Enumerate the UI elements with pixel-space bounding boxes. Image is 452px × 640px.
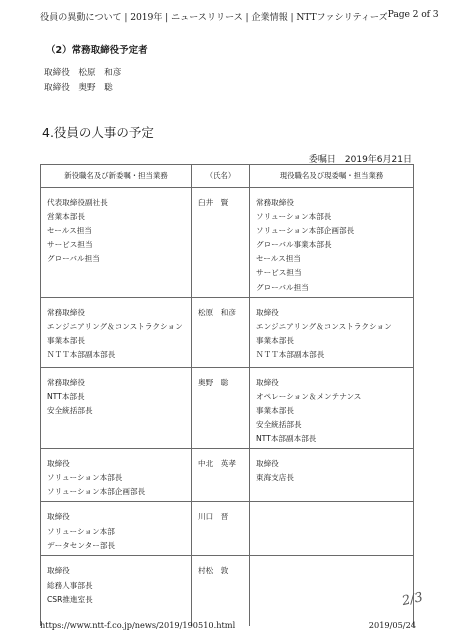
position-line: 総務人事部長	[47, 580, 93, 590]
position-line: 代表取締役副社長	[47, 198, 108, 207]
position-line: グローバル担当	[256, 282, 309, 292]
position-line: ソリューション本部企画部長	[256, 226, 355, 236]
position-line: 取締役	[47, 512, 70, 522]
print-header	[40, 9, 439, 23]
position-line: データセンター部長	[47, 540, 116, 550]
cell-current-position	[250, 367, 414, 448]
position-line: ソリューション本部企画部長	[47, 487, 146, 497]
position-line: グローバル事業本部長	[256, 240, 332, 250]
position-line: 安全統括部長	[47, 405, 93, 415]
cell-new-position	[41, 367, 192, 448]
position-line: グローバル担当	[47, 254, 100, 264]
position-line: 常務取締役	[47, 307, 85, 317]
cell-name	[192, 188, 250, 298]
position-line: 安全統括部長	[256, 419, 302, 429]
person-name: 松原 和彦	[198, 307, 236, 317]
cell-current-position	[250, 449, 414, 502]
position-line: ＮＴＴ本部副本部長	[47, 349, 116, 359]
personnel-table	[40, 164, 414, 626]
breadcrumb: 役員の異動について | 2019年 | ニュースリリース | 企業情報 | NTTファシリティーズ	[40, 12, 388, 23]
table-row	[41, 367, 414, 448]
position-line: 常務取締役	[256, 198, 294, 207]
table-row	[41, 297, 414, 367]
person-name: 奥野 聡	[198, 377, 229, 387]
section-heading-executive-candidates: （2）常務取締役予定者	[46, 45, 148, 56]
cell-name	[192, 297, 250, 367]
table-header-row	[41, 165, 414, 188]
table-row	[41, 502, 414, 556]
position-line: ソリューション本部長	[47, 473, 123, 483]
appointment-date: 委嘱日 2019年6月21日	[308, 155, 412, 165]
table-row	[41, 449, 414, 502]
position-line: 東海支店長	[256, 473, 294, 483]
position-line: 事業本部長	[47, 335, 85, 345]
cell-name	[192, 449, 250, 502]
position-line: オペレーション＆メンテナンス	[256, 391, 362, 401]
position-line: NTT本部副本部長	[256, 434, 317, 444]
print-footer	[40, 620, 416, 630]
person-name: 臼井 賢	[198, 198, 229, 207]
cell-new-position	[41, 297, 192, 367]
person-name: 中北 英孝	[198, 459, 236, 469]
position-line: 常務取締役	[47, 377, 85, 387]
print-date: 2019/05/24	[368, 620, 416, 630]
cell-name	[192, 556, 250, 627]
cell-new-position	[41, 502, 192, 556]
cell-new-position	[41, 556, 192, 627]
column-header-current-position: 現役職名及び現委嘱・担当業務	[250, 165, 414, 188]
person-name: 村松 敦	[198, 566, 229, 576]
position-line: 取締役	[256, 459, 279, 469]
candidate-item: 取締役 奥野 聡	[44, 83, 113, 93]
cell-new-position	[41, 449, 192, 502]
position-line: 取締役	[47, 566, 70, 576]
cell-name	[192, 367, 250, 448]
cell-current-position	[250, 502, 414, 556]
table-row	[41, 188, 414, 298]
position-line: NTT本部長	[47, 391, 85, 401]
position-line: サービス担当	[47, 240, 93, 250]
position-line: サービス担当	[256, 268, 302, 278]
position-line: ソリューション本部長	[256, 212, 332, 222]
position-line: 営業本部長	[47, 212, 85, 222]
cell-name	[192, 502, 250, 556]
position-line: セールス担当	[256, 254, 301, 264]
page-url: https://www.ntt-f.co.jp/news/2019/190510.html	[40, 620, 236, 630]
cell-current-position	[250, 556, 414, 627]
position-line: 事業本部長	[256, 405, 294, 415]
position-line: 取締役	[47, 459, 70, 469]
position-line: 事業本部長	[256, 335, 294, 345]
cell-new-position	[41, 188, 192, 298]
position-line: 取締役	[256, 307, 279, 317]
position-line: ＮＴＴ本部副本部長	[256, 349, 325, 359]
position-line: CSR推進室長	[47, 594, 93, 604]
handwritten-page-mark: 2/3	[400, 589, 425, 610]
position-line: 取締役	[256, 377, 279, 387]
cell-current-position	[250, 188, 414, 298]
cell-current-position	[250, 297, 414, 367]
column-header-name: （氏名）	[192, 165, 250, 188]
position-line: エンジニアリング＆コンストラクション	[256, 321, 392, 331]
table-row	[41, 556, 414, 627]
section-heading-personnel-plan: 4.役員の人事の予定	[42, 125, 154, 140]
page-indicator: Page 2 of 3	[387, 9, 439, 20]
position-line: エンジニアリング＆コンストラクション	[47, 321, 183, 331]
candidate-item: 取締役 松原 和彦	[44, 68, 122, 78]
position-line: ソリューション本部	[47, 526, 115, 536]
position-line: セールス担当	[47, 226, 92, 236]
column-header-new-position: 新役職名及び新委嘱・担当業務	[41, 165, 192, 188]
person-name: 川口 晋	[198, 512, 229, 522]
